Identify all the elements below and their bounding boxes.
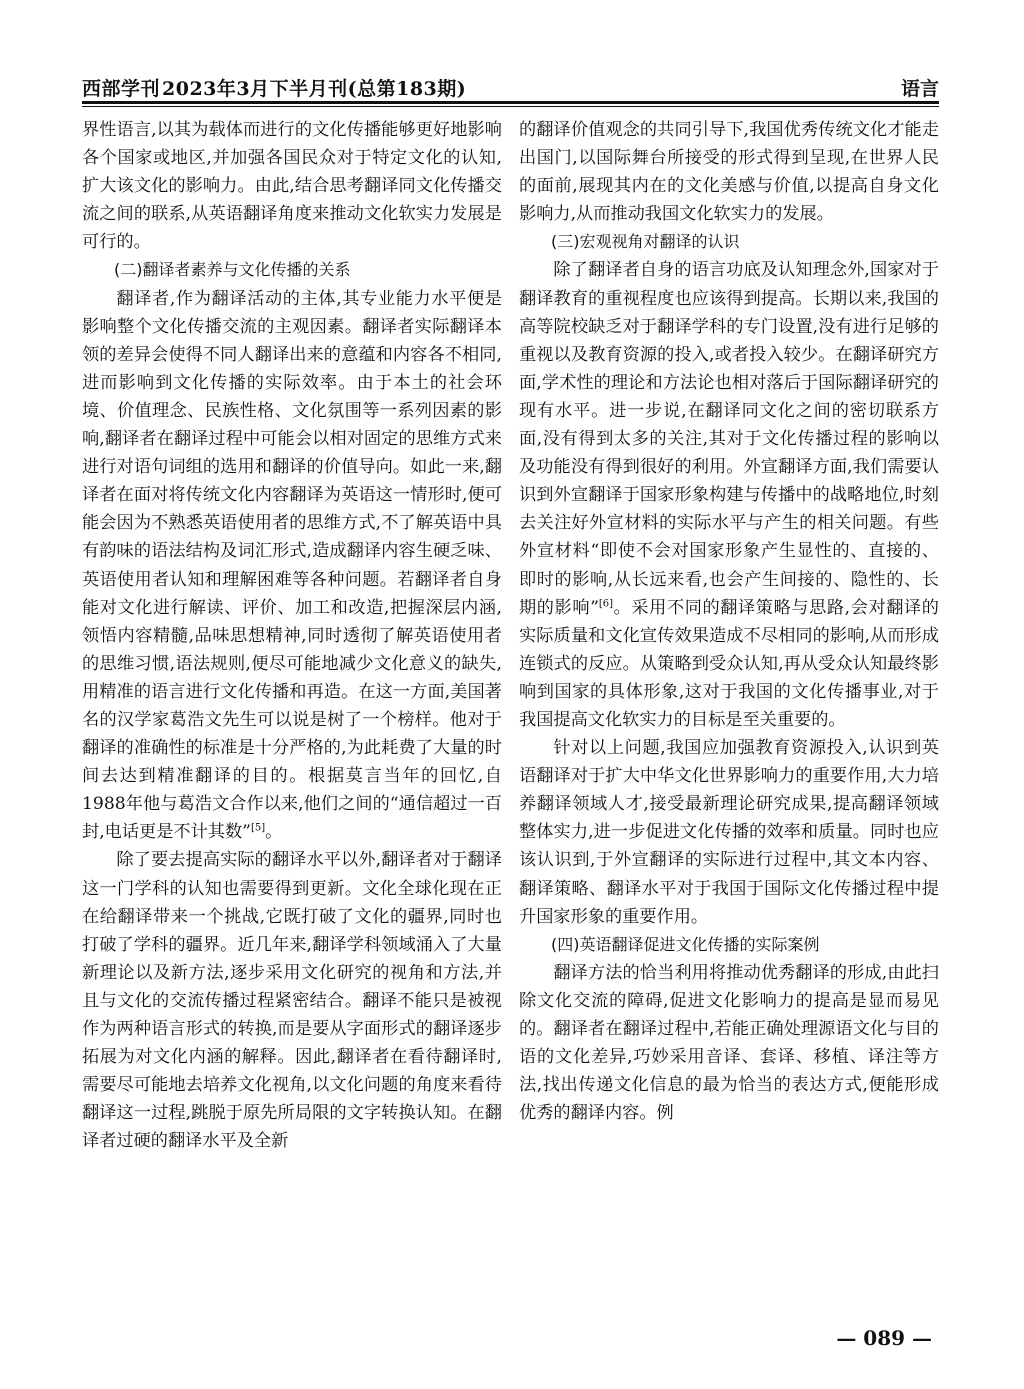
section-heading: (二)翻译者素养与文化传播的关系	[114, 260, 351, 280]
paragraph-text: 。	[265, 822, 283, 843]
journal-name: 西部学刊	[82, 78, 161, 100]
paragraph: 界性语言,以其为载体而进行的文化传播能够更好地影响各个国家或地区,并加强各国民众对于特定文化的认知,扩大该文化的影响力。由此,结合思考翻译同文化传播交流之间的联系,从英语翻译角度来推动文化软实力发展是可行的。	[82, 120, 502, 253]
paragraph-text: 翻译者,作为翻译活动的主体,其专业能力水平便是影响整个文化传播交流的主观因素。翻译者实际翻译本领的差异会使得不同人翻译出来的意蕴和内容各不相同,进而影响到文化传播的实际效率。由于本土的社会环境、价值理念、民族性格、文化氛围等一系列因素的影响,翻译者在翻译过程中可能会以相对固定的思维方式来进行对语句词组的选用和翻译的价值导向。如此一来,翻译者在面对将传统文化内容翻译为英语这一情形时,便可能会因为不熟悉英语使用者的思维方式,不了解英语中具有韵味的语法结构及词汇形式,造成翻译内容生硬乏味、英语使用者认知和理解困难等各种问题。若翻译者自身能对文化进行解读、评价、加工和改造,把握深层内涵,领悟内容精髓,品味思想精神,同时透彻了解英语使用者的思维习惯,语法规则,便尽可能地减少文化意义的缺失,用精准的语言进行文化传播和再造。在这一方面,美国著名的汉学家葛浩文先生可以说是树了一个榜样。他对于翻译的准确性的标准是十分严格的,为此耗费了大量的时间去达到精准翻译的目的。根据莫言当年的回忆,自1988年他与葛浩文合作以来,他们之间的“通信超过一百封,电话更是不计其数”	[82, 288, 502, 843]
paragraph	[519, 256, 939, 734]
paragraph	[82, 285, 502, 847]
header-rule-thick	[82, 101, 939, 104]
paragraph-text: 除了翻译者自身的语言功底及认知理念外,国家对于翻译教育的重视程度也应该得到提高。长期以来,我国的高等院校缺乏对于翻译学科的专门设置,没有进行足够的重视以及教育资源的投入,或者投入较少。在翻译研究方面,学术性的理论和方法论也相对落后于国际翻译研究的现有水平。进一步说,在翻译同文化之间的密切联系方面,没有得到太多的关注,其对于文化传播过程的影响以及功能没有得到很好的利用。外宣翻译方面,我们需要认识到外宣翻译于国家形象构建与传播中的战略地位,时刻去关注好外宣材料的实际水平与产生的相关问题。有些外宣材料“即使不会对国家形象产生显性的、直接的、即时的影响,从长远来看,也会产生间接的、隐性的、长期的影响”	[519, 260, 939, 618]
running-header	[82, 70, 939, 104]
citation-ref: [5]	[250, 822, 266, 834]
journal-issue	[82, 74, 466, 101]
issue-info: 2023年3月下半月刊(总第183期)	[162, 78, 467, 100]
page-number: — 089 —	[836, 1326, 932, 1350]
header-rule-thin	[82, 106, 939, 107]
citation-ref: [6]	[598, 597, 614, 609]
paragraph: 的翻译价值观念的共同引导下,我国优秀传统文化才能走出国门,以国际舞台所接受的形式得到呈现,在世界人民的面前,展现其内在的文化美感与价值,以提高自身文化影响力,从而推动我国文化软实力的发展。	[519, 120, 939, 225]
left-column	[82, 116, 502, 1155]
paragraph: 除了要去提高实际的翻译水平以外,翻译者对于翻译这一门学科的认知也需要得到更新。文化全球化现在正在给翻译带来一个挑战,它既打破了文化的疆界,同时也打破了学科的疆界。近几年来,翻译学科领域涌入了大量新理论以及新方法,逐步采用文化研究的视角和方法,并且与文化的交流传播过程紧密结合。翻译不能只是被视作为两种语言形式的转换,而是要从字面形式的翻译逐步拓展为对文化内涵的解释。因此,翻译者在看待翻译时,需要尽可能地去培养文化视角,以文化问题的角度来看待翻译这一过程,跳脱于原先所局限的文字转换认知。在翻译者过硬的翻译水平及全新	[82, 850, 502, 1152]
section-heading: (四)英语翻译促进文化传播的实际案例	[551, 934, 820, 954]
paragraph: 翻译方法的恰当利用将推动优秀翻译的形成,由此扫除文化交流的障碍,促进文化影响力的提高是显而易见的。翻译者在翻译过程中,若能正确处理源语文化与目的语的文化差异,巧妙采用音译、套译、移植、译注等方法,找出传递文化信息的最为恰当的表达方式,便能形成优秀的翻译内容。例	[519, 962, 939, 1124]
section-name: 语言	[900, 78, 939, 100]
paragraph-text: 。采用不同的翻译策略与思路,会对翻译的实际质量和文化宣传效果造成不尽相同的影响,从而形成连锁式的反应。从策略到受众认知,再从受众认知最终影响到国家的具体形象,这对于我国的文化传播事业,对于我国提高文化软实力的目标是至关重要的。	[519, 597, 939, 730]
right-column	[519, 116, 939, 1127]
paragraph: 针对以上问题,我国应加强教育资源投入,认识到英语翻译对于扩大中华文化世界影响力的重要作用,大力培养翻译领域人才,接受最新理论研究成果,提高翻译领域整体实力,进一步促进文化传播的效率和质量。同时也应该认识到,于外宣翻译的实际进行过程中,其文本内容、翻译策略、翻译水平对于我国于国际文化传播过程中提升国家形象的重要作用。	[519, 738, 939, 927]
section-heading: (三)宏观视角对翻译的认识	[551, 232, 740, 252]
